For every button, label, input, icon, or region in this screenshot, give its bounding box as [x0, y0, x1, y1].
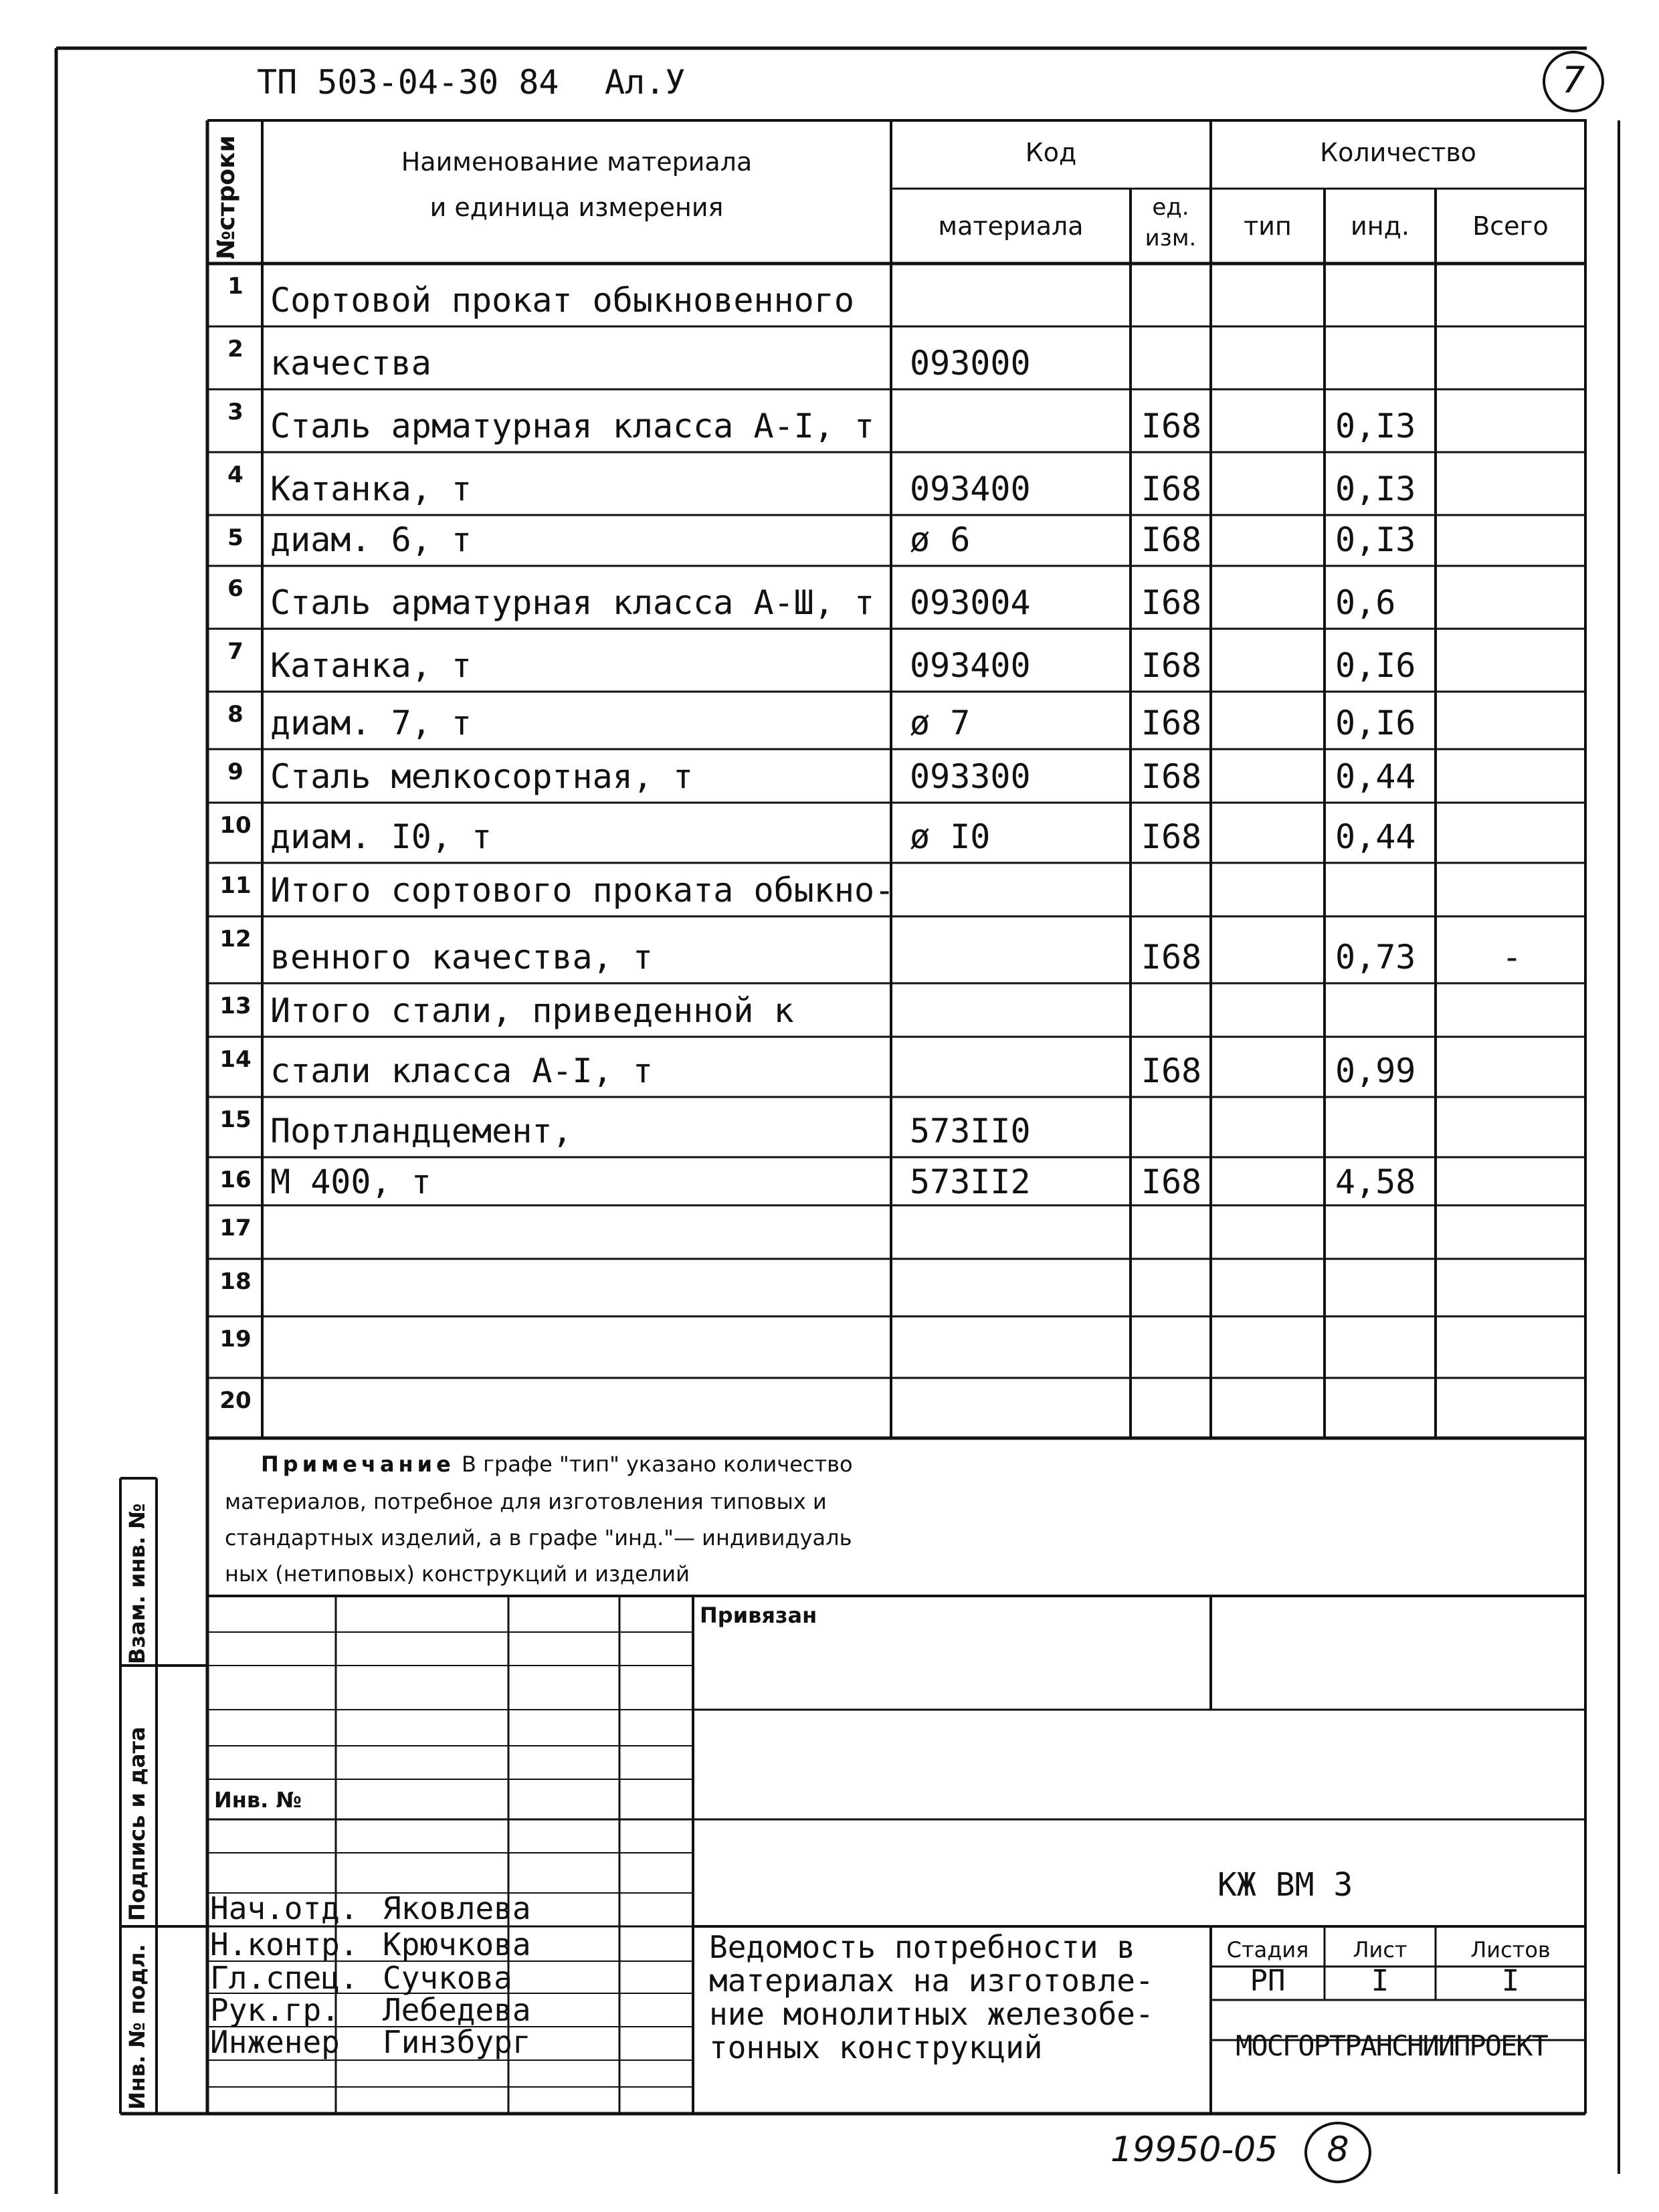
note-line1 — [261, 1451, 853, 1477]
description-line2: материалах на изготовле- — [709, 1963, 1154, 1999]
col-code-material-header: материала — [938, 211, 1084, 241]
row-material-name: Сталь мелкосортная, т — [270, 757, 694, 796]
row-material-code: ø 7 — [910, 704, 971, 742]
row-unit-code: I68 — [1141, 1163, 1202, 1201]
margin-podpis-data: Подпись и дата — [124, 1726, 150, 1921]
row-qty-ind: 4,58 — [1335, 1163, 1416, 1201]
privyazan-label: Привязан — [700, 1603, 817, 1628]
row-number: 15 — [219, 1106, 252, 1133]
row-qty-ind: 0,73 — [1335, 938, 1416, 977]
signature-name: Лебедева — [383, 1992, 531, 2028]
col-qty-ind-header: инд. — [1351, 211, 1409, 241]
row-qty-ind: 0,I3 — [1335, 520, 1416, 559]
row-number: 6 — [227, 575, 243, 602]
row-material-name: Итого сортового проката обыкно- — [270, 871, 895, 910]
album-label: Ал.У — [605, 63, 686, 102]
col-code-unit-header-line1: ед. — [1152, 194, 1189, 221]
sheet-number: 7 — [1561, 59, 1585, 101]
row-material-code: 093400 — [910, 646, 1031, 685]
col-rownum-header: №строки — [213, 135, 240, 260]
row-material-name: качества — [270, 344, 431, 383]
col-name-header-line1: Наименование материала — [401, 147, 753, 177]
row-number: 1 — [227, 273, 243, 300]
row-number: 13 — [219, 993, 252, 1019]
sheet-label: Лист — [1353, 1937, 1407, 1963]
row-material-code: 573II2 — [910, 1163, 1031, 1201]
col-name-header-line2: и единица измерения — [429, 193, 724, 222]
row-material-name: венного качества, т — [270, 938, 653, 977]
row-number: 19 — [219, 1326, 252, 1352]
row-unit-code: I68 — [1141, 817, 1202, 856]
col-code-header: Код — [1025, 138, 1077, 167]
row-qty-ind: 0,I6 — [1335, 646, 1416, 685]
stage-value: РП — [1250, 1964, 1286, 1998]
signature-name: Гинзбург — [383, 2024, 531, 2060]
row-number: 2 — [227, 336, 243, 363]
col-qty-type-header: тип — [1244, 211, 1292, 241]
row-unit-code: I68 — [1141, 646, 1202, 685]
row-unit-code: I68 — [1141, 938, 1202, 977]
stage-label: Стадия — [1226, 1937, 1309, 1963]
row-qty-ind: 0,I3 — [1335, 470, 1416, 508]
row-number: 18 — [219, 1268, 252, 1295]
signature-role: Гл.спец. — [210, 1960, 359, 1996]
description-line3: ние монолитных железобе- — [709, 1996, 1154, 2032]
row-material-name: Сталь арматурная класса А-Ш, т — [270, 583, 875, 622]
col-qty-total-header: Всего — [1472, 211, 1549, 241]
row-unit-code: I68 — [1141, 583, 1202, 622]
row-qty-total: - — [1501, 938, 1523, 977]
drawing-code: КЖ ВМ 3 — [1217, 1866, 1353, 1904]
note-text-line1: В графе "тип" указано количество — [461, 1451, 853, 1477]
row-number: 8 — [227, 701, 243, 728]
sheets-value: I — [1501, 1964, 1520, 1998]
row-material-name: диам. 7, т — [270, 704, 472, 742]
row-qty-ind: 0,44 — [1335, 757, 1416, 796]
row-number: 4 — [227, 462, 243, 488]
row-number: 9 — [227, 759, 243, 785]
row-material-code: 093400 — [910, 470, 1031, 508]
signature-role: Инженер — [210, 2024, 340, 2060]
note-line2: материалов, потребное для изготовления типовых и — [225, 1489, 827, 1514]
organization: МОСГОРТРАНСНИИПРОЕКТ — [1236, 2029, 1547, 2062]
row-number: 10 — [219, 812, 252, 839]
row-material-name: стали класса А-I, т — [270, 1051, 653, 1090]
row-unit-code: I68 — [1141, 407, 1202, 445]
row-material-name: Сортовой прокат обыкновенного — [270, 281, 854, 320]
row-material-name: Катанка, т — [270, 646, 472, 685]
row-material-name: диам. 6, т — [270, 520, 472, 559]
archive-number: 19950-05 — [1110, 2130, 1278, 2170]
inv-no-label: Инв. № — [214, 1787, 302, 1813]
row-number: 3 — [227, 399, 243, 425]
signature-name: Сучкова — [383, 1960, 512, 1996]
row-number: 12 — [219, 926, 252, 952]
col-code-unit-header-line2: изм. — [1145, 225, 1197, 252]
row-material-code: 093000 — [910, 344, 1031, 383]
note-title: Примечание — [261, 1451, 455, 1477]
row-material-code: ø I0 — [910, 817, 991, 856]
sheets-label: Листов — [1470, 1937, 1551, 1963]
description-line4: тонных конструкций — [709, 2029, 1043, 2066]
row-number: 16 — [219, 1167, 252, 1193]
signature-role: Н.контр. — [210, 1926, 359, 1963]
description-line1: Ведомость потребности в — [709, 1929, 1135, 1965]
row-qty-ind: 0,6 — [1335, 583, 1396, 622]
row-qty-ind: 0,99 — [1335, 1051, 1416, 1090]
row-qty-ind: 0,I6 — [1335, 704, 1416, 742]
doc-code: ТП 503-04-30 84 — [257, 63, 559, 102]
col-qty-header: Количество — [1320, 138, 1476, 167]
row-number: 11 — [219, 872, 252, 899]
row-number: 20 — [219, 1387, 252, 1414]
row-unit-code: I68 — [1141, 470, 1202, 508]
row-material-code: 093004 — [910, 583, 1031, 622]
row-material-name: Портландцемент, — [270, 1112, 573, 1150]
row-unit-code: I68 — [1141, 704, 1202, 742]
row-material-code: 573II0 — [910, 1112, 1031, 1150]
row-material-name: диам. I0, т — [270, 817, 492, 856]
row-unit-code: I68 — [1141, 520, 1202, 559]
signature-role: Рук.гр. — [210, 1992, 340, 2028]
row-number: 5 — [227, 524, 243, 551]
note-line4: ных (нетиповых) конструкций и изделий — [225, 1561, 690, 1587]
note-line3: стандартных изделий, а в графе "инд."— индивидуаль — [225, 1525, 852, 1550]
row-material-name: М 400, т — [270, 1163, 431, 1201]
footer-page-number: 8 — [1327, 2130, 1349, 2170]
signature-name: Яковлева — [383, 1890, 531, 1926]
row-material-name: Катанка, т — [270, 470, 472, 508]
row-unit-code: I68 — [1141, 1051, 1202, 1090]
signature-role: Нач.отд. — [210, 1890, 359, 1926]
sheet-value: I — [1371, 1964, 1389, 1998]
row-number: 14 — [219, 1046, 252, 1073]
row-qty-ind: 0,44 — [1335, 817, 1416, 856]
row-unit-code: I68 — [1141, 757, 1202, 796]
row-material-name: Итого стали, приведенной к — [270, 991, 794, 1030]
row-number: 7 — [227, 638, 243, 665]
row-number: 17 — [219, 1215, 252, 1241]
signature-name: Крючкова — [383, 1926, 531, 1963]
row-material-code: ø 6 — [910, 520, 971, 559]
row-qty-ind: 0,I3 — [1335, 407, 1416, 445]
row-material-code: 093300 — [910, 757, 1031, 796]
row-material-name: Сталь арматурная класса А-I, т — [270, 407, 875, 445]
margin-vzam-inv: Взам. инв. № — [124, 1503, 150, 1664]
margin-inv-podl: Инв. № подл. — [124, 1944, 150, 2110]
